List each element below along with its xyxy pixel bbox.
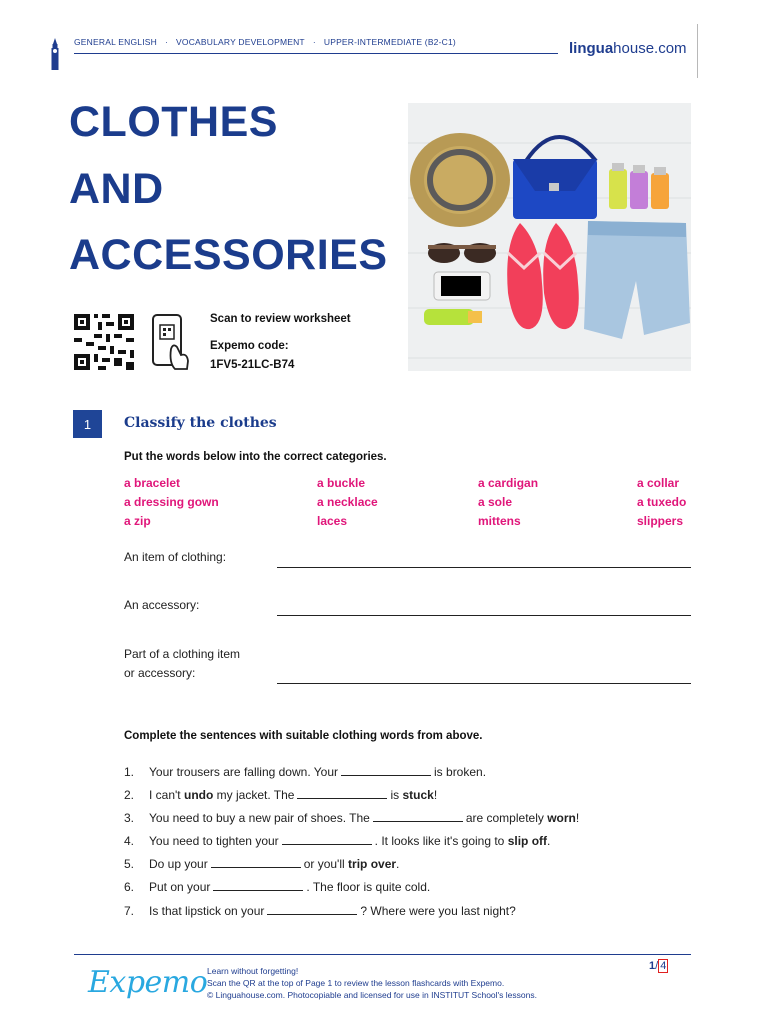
expemo-code-value: 1FV5-21LC-B74 xyxy=(210,359,295,371)
breadcrumb-separator: · xyxy=(312,37,316,47)
word-bank-item: a sole xyxy=(478,495,513,509)
header-divider xyxy=(74,53,558,54)
page-title-line-3: ACCESSORIES xyxy=(69,231,388,279)
exercise-sentence: 4. You need to tighten your . It looks like it's going to slip off. xyxy=(124,834,551,848)
expemo-code-label: Expemo code: xyxy=(210,340,289,352)
word-bank-item: a necklace xyxy=(317,495,378,509)
page-title-line-2: AND xyxy=(69,165,164,213)
footer-tagline: Learn without forgetting! xyxy=(207,966,299,976)
category-part-label-line-1: Part of a clothing item xyxy=(124,647,241,661)
answer-line-part[interactable] xyxy=(277,683,691,684)
exercise-sentence: 5. Do up your or you'll trip over. xyxy=(124,857,400,871)
breadcrumb-topic: VOCABULARY DEVELOPMENT xyxy=(176,37,305,47)
breadcrumb-level: UPPER-INTERMEDIATE (B2-C1) xyxy=(323,37,456,47)
footer-copyright: © Linguahouse.com. Photocopiable and licensed for use in INSTITUT School's lessons. xyxy=(207,990,537,1000)
exercise-sentence: 6. Put on your . The floor is quite cold. xyxy=(124,880,431,894)
instruction-classify: Put the words below into the correct categories. xyxy=(124,451,387,463)
word-bank-item: a collar xyxy=(637,476,680,490)
instruction-complete: Complete the sentences with suitable clothing words from above. xyxy=(124,730,483,742)
exercise-sentence: 2. I can't undo my jacket. The is stuck! xyxy=(124,788,438,802)
word-bank-item: a tuxedo xyxy=(637,495,687,509)
section-title: Classify the clothes xyxy=(124,415,277,431)
answer-blank[interactable] xyxy=(373,811,463,822)
exercise-sentence: 1. Your trousers are falling down. Your is broken. xyxy=(124,765,487,779)
brand-logo[interactable]: linguahouse.com xyxy=(569,40,687,57)
exercise-sentence: 7. Is that lipstick on your ? Where were you last night? xyxy=(124,904,516,918)
scan-phone-icon xyxy=(151,313,191,371)
word-bank-item: a cardigan xyxy=(478,476,539,490)
expemo-logo[interactable]: Expemo xyxy=(88,965,208,1000)
word-bank-item: laces xyxy=(317,514,348,528)
page-title-line-1: CLOTHES xyxy=(69,98,278,146)
answer-blank[interactable] xyxy=(297,788,387,799)
category-part-label-line-2: or accessory: xyxy=(124,666,196,680)
word-bank-item: mittens xyxy=(478,514,521,528)
breadcrumb-separator: · xyxy=(165,37,169,47)
answer-blank[interactable] xyxy=(213,880,303,891)
breadcrumb-course: GENERAL ENGLISH xyxy=(74,37,157,47)
exercise-sentence: 3. You need to buy a new pair of shoes. The are completely worn! xyxy=(124,811,580,825)
answer-blank[interactable] xyxy=(211,857,301,868)
category-accessory-label: An accessory: xyxy=(124,598,200,612)
answer-blank[interactable] xyxy=(341,765,431,776)
clothes-accessories-photo xyxy=(408,103,691,371)
word-bank-item: a dressing gown xyxy=(124,495,219,509)
scan-label: Scan to review worksheet xyxy=(210,313,351,325)
page-number: 1/ 4 xyxy=(649,960,667,972)
section-number-badge: 1 xyxy=(73,410,102,438)
word-bank-item: a bracelet xyxy=(124,476,181,490)
footer-divider xyxy=(74,954,691,955)
header-vertical-rule xyxy=(697,24,698,78)
answer-line-accessory[interactable] xyxy=(277,615,691,616)
qr-code-icon[interactable] xyxy=(74,314,134,370)
word-bank-item: a zip xyxy=(124,514,151,528)
category-clothing-label: An item of clothing: xyxy=(124,550,227,564)
page-total[interactable]: 4 xyxy=(660,960,667,972)
answer-blank[interactable] xyxy=(267,904,357,915)
word-bank-item: slippers xyxy=(637,514,684,528)
breadcrumb xyxy=(74,37,456,47)
answer-line-clothing[interactable] xyxy=(277,567,691,568)
word-bank-item: a buckle xyxy=(317,476,366,490)
answer-blank[interactable] xyxy=(282,834,372,845)
big-ben-icon xyxy=(50,38,60,70)
footer-instruction: Scan the QR at the top of Page 1 to review the lesson flashcards with Expemo. xyxy=(207,978,505,988)
